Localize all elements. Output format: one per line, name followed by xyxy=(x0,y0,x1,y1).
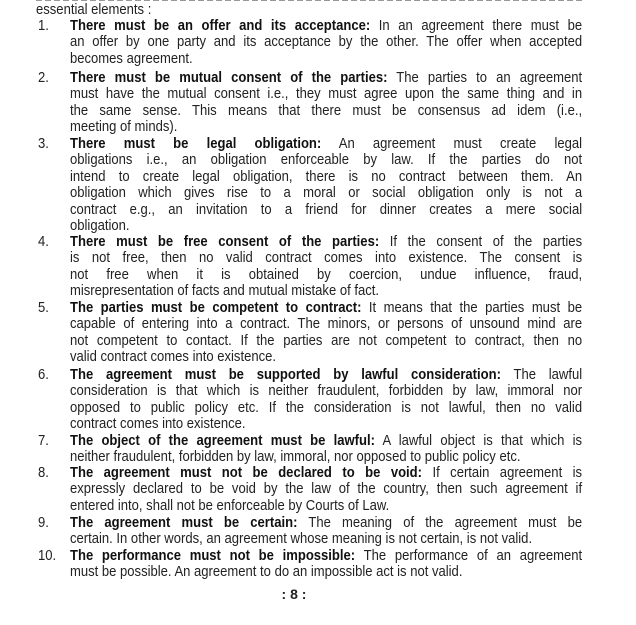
item-text: entered into, shall not be enforceable by Courts of Law. xyxy=(70,497,390,514)
item-text: opposed to public policy etc. If the consideration is not lawful, then no valid xyxy=(70,399,583,416)
page-number: : 8 : xyxy=(281,586,307,602)
item-line xyxy=(70,465,582,481)
item-text: obligation. xyxy=(70,217,130,234)
item-text: certain. In other words, an agreement whose meaning is not certain, is not valid. xyxy=(70,531,533,548)
item-line xyxy=(70,185,582,201)
item-line xyxy=(70,349,582,365)
item-text: is not free, then no valid contract comes into existence. The consent is xyxy=(70,250,583,267)
item-text: must be possible. An agreement to do an impossible act is not valid. xyxy=(70,564,463,581)
item-number: 8. xyxy=(38,465,49,481)
item-text: consideration is that which is neither fraudulent, forbidden by law, immoral nor xyxy=(70,383,583,400)
item-heading: There must be legal obligation: xyxy=(70,136,322,152)
item-heading: The performance must not be impossible: xyxy=(70,548,356,564)
item-line xyxy=(70,433,582,449)
item-heading: The agreement must not be declared to be void: xyxy=(70,465,422,481)
item-line xyxy=(70,400,582,416)
item-line xyxy=(70,152,582,168)
item-line xyxy=(70,18,582,34)
item-text: must have the mutual consent i.e., they must agree upon the same thing and in xyxy=(70,86,583,103)
item-line xyxy=(70,234,582,250)
item-heading: There must be free consent of the parties: xyxy=(70,234,380,250)
item-heading: The agreement must be supported by lawful consideration: xyxy=(70,367,501,383)
item-line xyxy=(70,103,582,119)
item-line xyxy=(70,531,582,547)
item-text: obligation which gives rise to a moral or social obligation only is not a xyxy=(70,185,583,202)
item-text: not competent to contact. If the parties are not competent to contract, then no xyxy=(70,332,583,349)
item-body xyxy=(70,548,582,581)
item-number: 2. xyxy=(38,70,49,86)
item-body xyxy=(70,18,582,67)
item-line xyxy=(70,316,582,332)
item-text: It means that the parties must be xyxy=(361,300,583,316)
item-heading: The object of the agreement must be lawful: xyxy=(70,433,375,449)
item-line xyxy=(70,86,582,102)
item-line xyxy=(70,51,582,67)
item-text: In an agreement there must be xyxy=(370,18,583,34)
item-text: obligations i.e., an obligation enforceable by law. If the parties do not xyxy=(70,152,583,169)
item-number: 4. xyxy=(38,234,49,250)
item-number: 1. xyxy=(38,18,49,34)
item-number: 7. xyxy=(38,433,49,449)
item-heading: The parties must be competent to contract: xyxy=(70,300,362,316)
item-number: 3. xyxy=(38,136,49,152)
item-body xyxy=(70,515,582,548)
item-text: contract e.g., an invitation to a friend for dinner creates a mere social xyxy=(70,201,583,218)
item-text: meeting of minds). xyxy=(70,119,178,136)
item-text: The parties to an agreement xyxy=(387,70,583,86)
item-line xyxy=(70,250,582,266)
item-text: becomes agreement. xyxy=(70,50,193,67)
item-line xyxy=(70,218,582,234)
item-heading: The agreement must be certain: xyxy=(70,515,298,531)
item-text: The performance of an agreement xyxy=(355,548,583,564)
item-line xyxy=(70,515,582,531)
item-text: intend to create legal obligation, there is no contract between them. An xyxy=(70,168,583,185)
item-text: An agreement must create legal xyxy=(321,136,583,152)
item-line xyxy=(70,416,582,432)
item-body xyxy=(70,465,582,514)
item-text: valid contract comes into existence. xyxy=(70,349,277,366)
item-text: A lawful object is that which is xyxy=(374,433,583,449)
item-text: neither fraudulent, forbidden by law, immoral, nor opposed to public policy etc. xyxy=(70,449,521,466)
item-number: 6. xyxy=(38,367,49,383)
item-line xyxy=(70,70,582,86)
item-line xyxy=(70,548,582,564)
item-text: an offer by one party and its acceptance by the other. The offer when accepted xyxy=(70,34,583,51)
item-number: 10. xyxy=(38,548,57,564)
item-text: misrepresentation of facts and mutual mistake of fact. xyxy=(70,283,379,300)
item-text: the same sense. This means that there must be consensus ad idem (i.e., xyxy=(70,102,583,119)
item-text: contract comes into existence. xyxy=(70,416,246,433)
item-body xyxy=(70,433,582,466)
item-line xyxy=(70,267,582,283)
item-line xyxy=(70,300,582,316)
item-line xyxy=(70,136,582,152)
item-body xyxy=(70,367,582,433)
item-text: expressly declared to be void by the law of the country, then such agreement if xyxy=(70,481,583,498)
item-line xyxy=(70,367,582,383)
item-line xyxy=(70,283,582,299)
item-text: If certain agreement is xyxy=(421,465,583,481)
item-line xyxy=(70,498,582,514)
item-line xyxy=(70,34,582,50)
item-heading: There must be an offer and its acceptance: xyxy=(70,18,371,34)
intro-text: essential elements : xyxy=(36,2,152,18)
item-line xyxy=(70,564,582,580)
item-text: not free when it is obtained by coercion, undue influence, fraud, xyxy=(70,266,583,283)
item-text: The meaning of the agreement must be xyxy=(297,515,583,531)
item-line xyxy=(70,202,582,218)
item-number: 9. xyxy=(38,515,49,531)
item-body xyxy=(70,300,582,366)
item-number: 5. xyxy=(38,300,49,316)
item-body xyxy=(70,70,582,136)
item-body xyxy=(70,136,582,234)
item-text: If the consent of the parties xyxy=(379,234,583,250)
item-line xyxy=(70,169,582,185)
item-body xyxy=(70,234,582,300)
item-text: capable of entering into a contract. The minors, or persons of unsound mind are xyxy=(70,316,583,333)
item-line xyxy=(70,119,582,135)
item-text: The lawful xyxy=(500,367,583,383)
item-line xyxy=(70,449,582,465)
item-line xyxy=(70,383,582,399)
item-line xyxy=(70,481,582,497)
item-line xyxy=(70,333,582,349)
item-heading: There must be mutual consent of the parties: xyxy=(70,70,388,86)
